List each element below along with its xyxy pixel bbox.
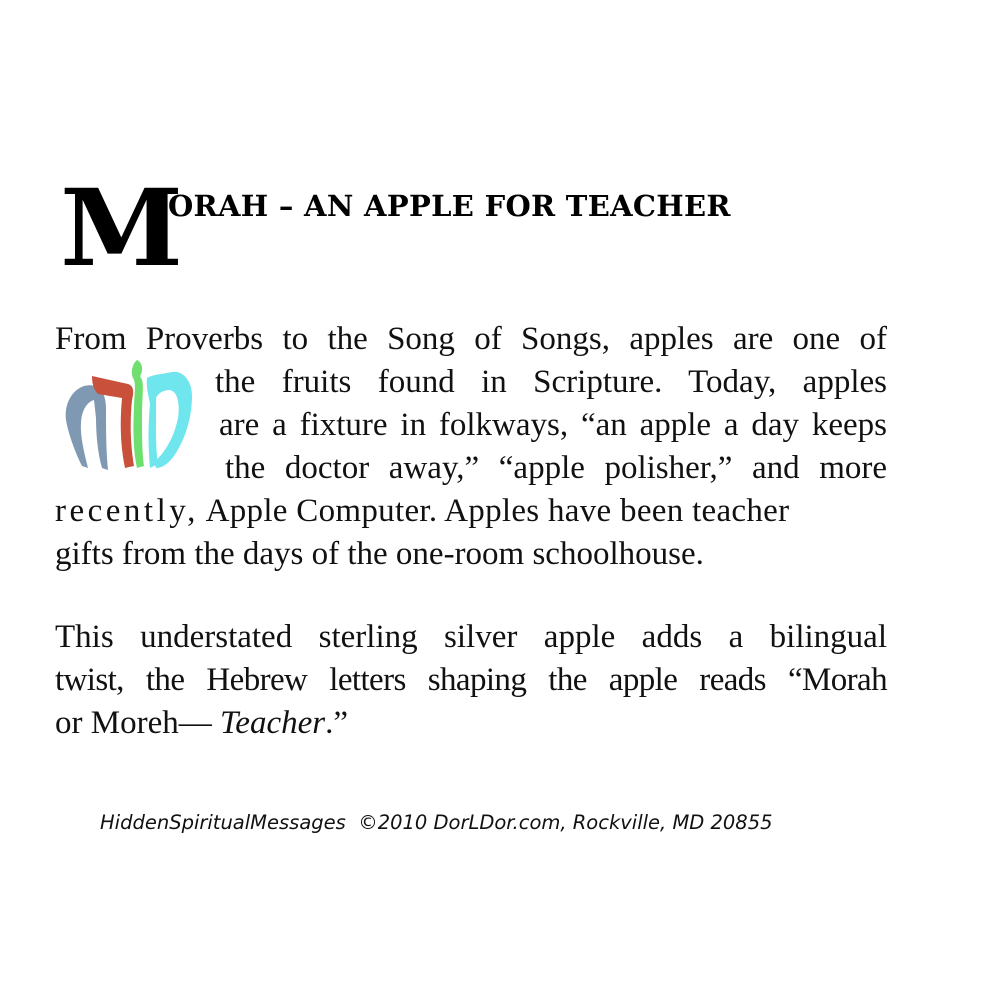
hebrew-mem-letter (147, 372, 192, 468)
recently-text: recently, (55, 493, 199, 529)
paragraph-2-line-3 (55, 702, 348, 745)
paragraph-1-line-3: are a fixture in folkways, “an apple a day keeps (219, 407, 887, 443)
paragraph-1-line-4: the doctor away,” “apple polisher,” and more (225, 450, 887, 486)
paragraph-1-line-6: gifts from the days of the one-room schoolhouse. (55, 536, 704, 572)
title (60, 165, 920, 290)
paragraph-1-line-1: From Proverbs to the Song of Songs, apples are one of (55, 321, 887, 357)
or-moreh-text: or Moreh— (55, 705, 220, 741)
paragraph-2-line-2: twist, the Hebrew letters shaping the apple reads “Morah (55, 662, 887, 698)
teacher-italic-text: Teacher (219, 705, 326, 741)
paragraph-2-line-1: This understated sterling silver apple adds a bilingual (55, 619, 887, 655)
hebrew-he-letter (66, 385, 108, 470)
closing-quote-text: .” (325, 705, 348, 741)
title-text: ORAH – AN APPLE FOR TEACHER (168, 189, 731, 223)
paragraph-1-line-2: the fruits found in Scripture. Today, apples (215, 364, 887, 400)
hebrew-vav-letter (132, 360, 144, 468)
footer-credit: HiddenSpiritualMessages ©2010 DorLDor.com, Rockville, MD 20855 (100, 811, 773, 834)
hebrew-apple-logo-icon (62, 358, 197, 473)
paragraph-1-line-5 (55, 490, 789, 533)
apple-computer-text: Apple Computer. Apples have been teacher (198, 493, 790, 529)
title-dropcap: M (60, 165, 184, 290)
